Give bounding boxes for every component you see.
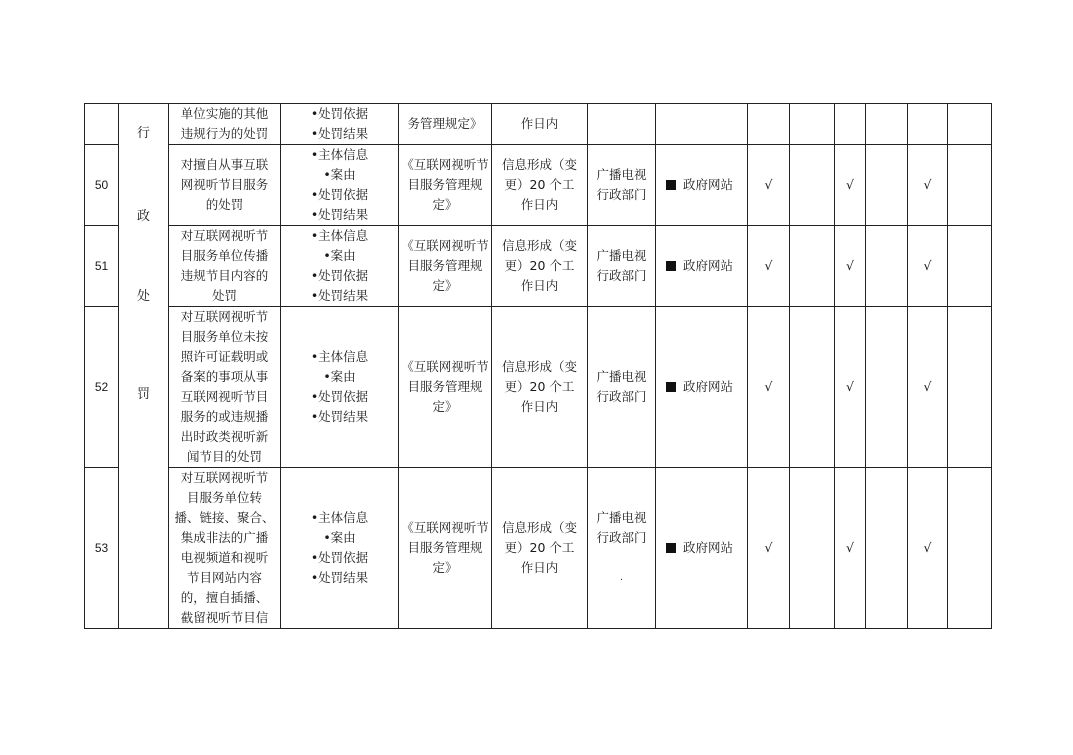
time-limit-line: 更）20 个工 [504, 379, 575, 394]
time-limit-line: 信息形成（变 [501, 520, 577, 535]
legal-basis [399, 468, 492, 629]
item-name-line: 对擅自从事互联 [180, 157, 269, 172]
check-cell [866, 226, 908, 307]
department [588, 226, 656, 307]
disclosure-content [281, 226, 399, 307]
check-cell: √ [835, 307, 866, 468]
disclosure-content-line: •主体信息 [310, 228, 369, 243]
legal-basis-line: 《互联网视听节 [401, 520, 489, 535]
department-line: 行政部门 [596, 268, 647, 283]
time-limit [492, 307, 588, 468]
disclosure-content-line: •主体信息 [310, 147, 369, 162]
department [588, 468, 656, 629]
disclosure-content-line: •案由 [323, 248, 356, 263]
legal-basis-line: 《互联网视听节 [401, 359, 489, 374]
disclosure-content-line: •案由 [323, 530, 356, 545]
time-limit-line: 更）20 个工 [504, 540, 575, 555]
check-cell [948, 468, 992, 629]
item-name-line: 照许可证载明或 [180, 349, 269, 364]
category-cell [119, 104, 169, 629]
channel-label: 政府网站 [683, 379, 734, 394]
check-cell: √ [835, 226, 866, 307]
disclosure-content-line: •处罚结果 [310, 126, 369, 141]
item-name-line: 单位实施的其他 [180, 106, 269, 121]
check-cell [866, 307, 908, 468]
disclosure-table [84, 103, 992, 629]
time-limit-line: 信息形成（变 [501, 359, 577, 374]
item-name-line: 目服务单位转 [186, 490, 262, 505]
item-name-line: 目服务单位未按 [180, 329, 269, 344]
row-number: 52 [85, 307, 119, 468]
item-name-line: 的，擅自插播、 [180, 590, 269, 605]
department-line: 行政部门 [596, 389, 647, 404]
disclosure-content-line: •案由 [323, 167, 356, 182]
item-name-line: 处罚 [211, 288, 237, 303]
item-name-line: 互联网视听节目 [180, 389, 269, 404]
disclosure-content-line: •主体信息 [310, 349, 369, 364]
row-number: 50 [85, 145, 119, 226]
legal-basis-line: 定》 [432, 278, 458, 293]
item-name-line: 对互联网视听节 [180, 228, 269, 243]
disclosure-content-line: •处罚结果 [310, 288, 369, 303]
disclosure-content-line: •处罚依据 [310, 550, 369, 565]
time-limit-line: 作日内 [520, 197, 559, 212]
check-cell: √ [908, 468, 948, 629]
time-limit-line: 信息形成（变 [501, 238, 577, 253]
legal-basis-line: 目服务管理规 [407, 258, 483, 273]
legal-basis [399, 307, 492, 468]
time-limit-line: 作日内 [520, 278, 559, 293]
item-name-line: 备案的事项从事 [180, 369, 269, 384]
category-char: 行 [136, 126, 150, 141]
check-cell [748, 104, 790, 145]
time-limit-line: 作日内 [520, 116, 559, 131]
disclosure-content [281, 145, 399, 226]
legal-basis-line: 《互联网视听节 [401, 238, 489, 253]
disclosure-content-line: •处罚依据 [310, 187, 369, 202]
disclosure-content-line: •案由 [323, 369, 356, 384]
item-name-line: 网视听节目服务 [180, 177, 269, 192]
check-cell [948, 226, 992, 307]
channel-cell [656, 468, 748, 629]
item-name [169, 307, 281, 468]
department-line: 广播电视 [596, 248, 647, 263]
item-name-line: 目服务单位传播 [180, 248, 269, 263]
check-cell: √ [908, 307, 948, 468]
department-line: 行政部门 [596, 530, 647, 545]
disclosure-content-line: •处罚结果 [310, 570, 369, 585]
disclosure-content-line: •处罚结果 [310, 409, 369, 424]
time-limit-line: 更）20 个工 [504, 258, 575, 273]
item-name-line: 的处罚 [205, 197, 244, 212]
time-limit [492, 226, 588, 307]
item-name [169, 104, 281, 145]
table-row [85, 145, 992, 226]
legal-basis-line: 《互联网视听节 [401, 157, 489, 172]
item-name-line: 电视频道和视听 [180, 550, 269, 565]
check-cell: √ [748, 468, 790, 629]
table-row [85, 468, 992, 629]
check-cell [790, 145, 835, 226]
disclosure-content-line: •主体信息 [310, 510, 369, 525]
legal-basis [399, 104, 492, 145]
department [588, 104, 656, 145]
disclosure-content [281, 104, 399, 145]
item-name-line: 出时政类视听新 [180, 429, 269, 444]
check-cell [790, 104, 835, 145]
department [588, 307, 656, 468]
channel-cell [656, 307, 748, 468]
check-cell: √ [748, 307, 790, 468]
check-cell [866, 104, 908, 145]
time-limit-line: 信息形成（变 [501, 157, 577, 172]
item-name-line: 对互联网视听节 [180, 470, 269, 485]
time-limit [492, 104, 588, 145]
table-row [85, 104, 992, 145]
disclosure-content-line: •处罚依据 [310, 106, 369, 121]
time-limit [492, 145, 588, 226]
channel-label: 政府网站 [683, 177, 734, 192]
check-cell [948, 104, 992, 145]
filled-square-icon [666, 382, 676, 392]
check-cell: √ [835, 145, 866, 226]
item-name-line: 违规节目内容的 [180, 268, 269, 283]
legal-basis [399, 226, 492, 307]
item-name-line: 节目网站内容 [186, 570, 262, 585]
disclosure-content [281, 468, 399, 629]
legal-basis-line: 务管理规定》 [407, 116, 483, 131]
disclosure-content-line: •处罚依据 [310, 389, 369, 404]
check-cell: √ [748, 145, 790, 226]
department [588, 145, 656, 226]
item-name-line: 服务的或违规播 [180, 409, 269, 424]
item-name [169, 145, 281, 226]
stray-mark: . [620, 573, 623, 583]
item-name-line: 闻节目的处罚 [186, 449, 262, 464]
table-row [85, 226, 992, 307]
check-cell: √ [908, 145, 948, 226]
check-cell: √ [908, 226, 948, 307]
legal-basis-line: 目服务管理规 [407, 540, 483, 555]
channel-label: 政府网站 [683, 258, 734, 273]
channel-cell [656, 145, 748, 226]
item-name-line: 截留视听节目信 [180, 610, 269, 625]
time-limit-line: 作日内 [520, 399, 559, 414]
channel-label: 政府网站 [683, 540, 734, 555]
legal-basis-line: 目服务管理规 [407, 379, 483, 394]
item-name [169, 468, 281, 629]
department-line: 广播电视 [596, 510, 647, 525]
item-name-line: 违规行为的处罚 [180, 126, 269, 141]
time-limit-line: 更）20 个工 [504, 177, 575, 192]
row-number: 51 [85, 226, 119, 307]
channel-cell [656, 226, 748, 307]
filled-square-icon [666, 180, 676, 190]
disclosure-content [281, 307, 399, 468]
department-line: 广播电视 [596, 369, 647, 384]
row-number [85, 104, 119, 145]
table-row [85, 307, 992, 468]
legal-basis-line: 目服务管理规 [407, 177, 483, 192]
legal-basis-line: 定》 [432, 197, 458, 212]
filled-square-icon [666, 261, 676, 271]
check-cell [866, 145, 908, 226]
channel-cell [656, 104, 748, 145]
legal-basis-line: 定》 [432, 560, 458, 575]
check-cell [948, 307, 992, 468]
item-name-line: 对互联网视听节 [180, 309, 269, 324]
category-char: 罚 [136, 387, 150, 402]
disclosure-content-line: •处罚依据 [310, 268, 369, 283]
check-cell [908, 104, 948, 145]
category-char: 处 [136, 289, 150, 304]
legal-basis [399, 145, 492, 226]
department-line: 广播电视 [596, 167, 647, 182]
row-number: 53 [85, 468, 119, 629]
disclosure-content-line: •处罚结果 [310, 207, 369, 222]
item-name-line: 集成非法的广播 [180, 530, 269, 545]
filled-square-icon [666, 543, 676, 553]
item-name-line: 播、链接、聚合、 [174, 510, 275, 525]
check-cell [948, 145, 992, 226]
check-cell [790, 468, 835, 629]
check-cell [790, 226, 835, 307]
check-cell [790, 307, 835, 468]
check-cell [835, 104, 866, 145]
time-limit [492, 468, 588, 629]
legal-basis-line: 定》 [432, 399, 458, 414]
category-char: 政 [136, 209, 150, 224]
time-limit-line: 作日内 [520, 560, 559, 575]
check-cell [866, 468, 908, 629]
department-line: 行政部门 [596, 187, 647, 202]
check-cell: √ [835, 468, 866, 629]
check-cell: √ [748, 226, 790, 307]
item-name [169, 226, 281, 307]
